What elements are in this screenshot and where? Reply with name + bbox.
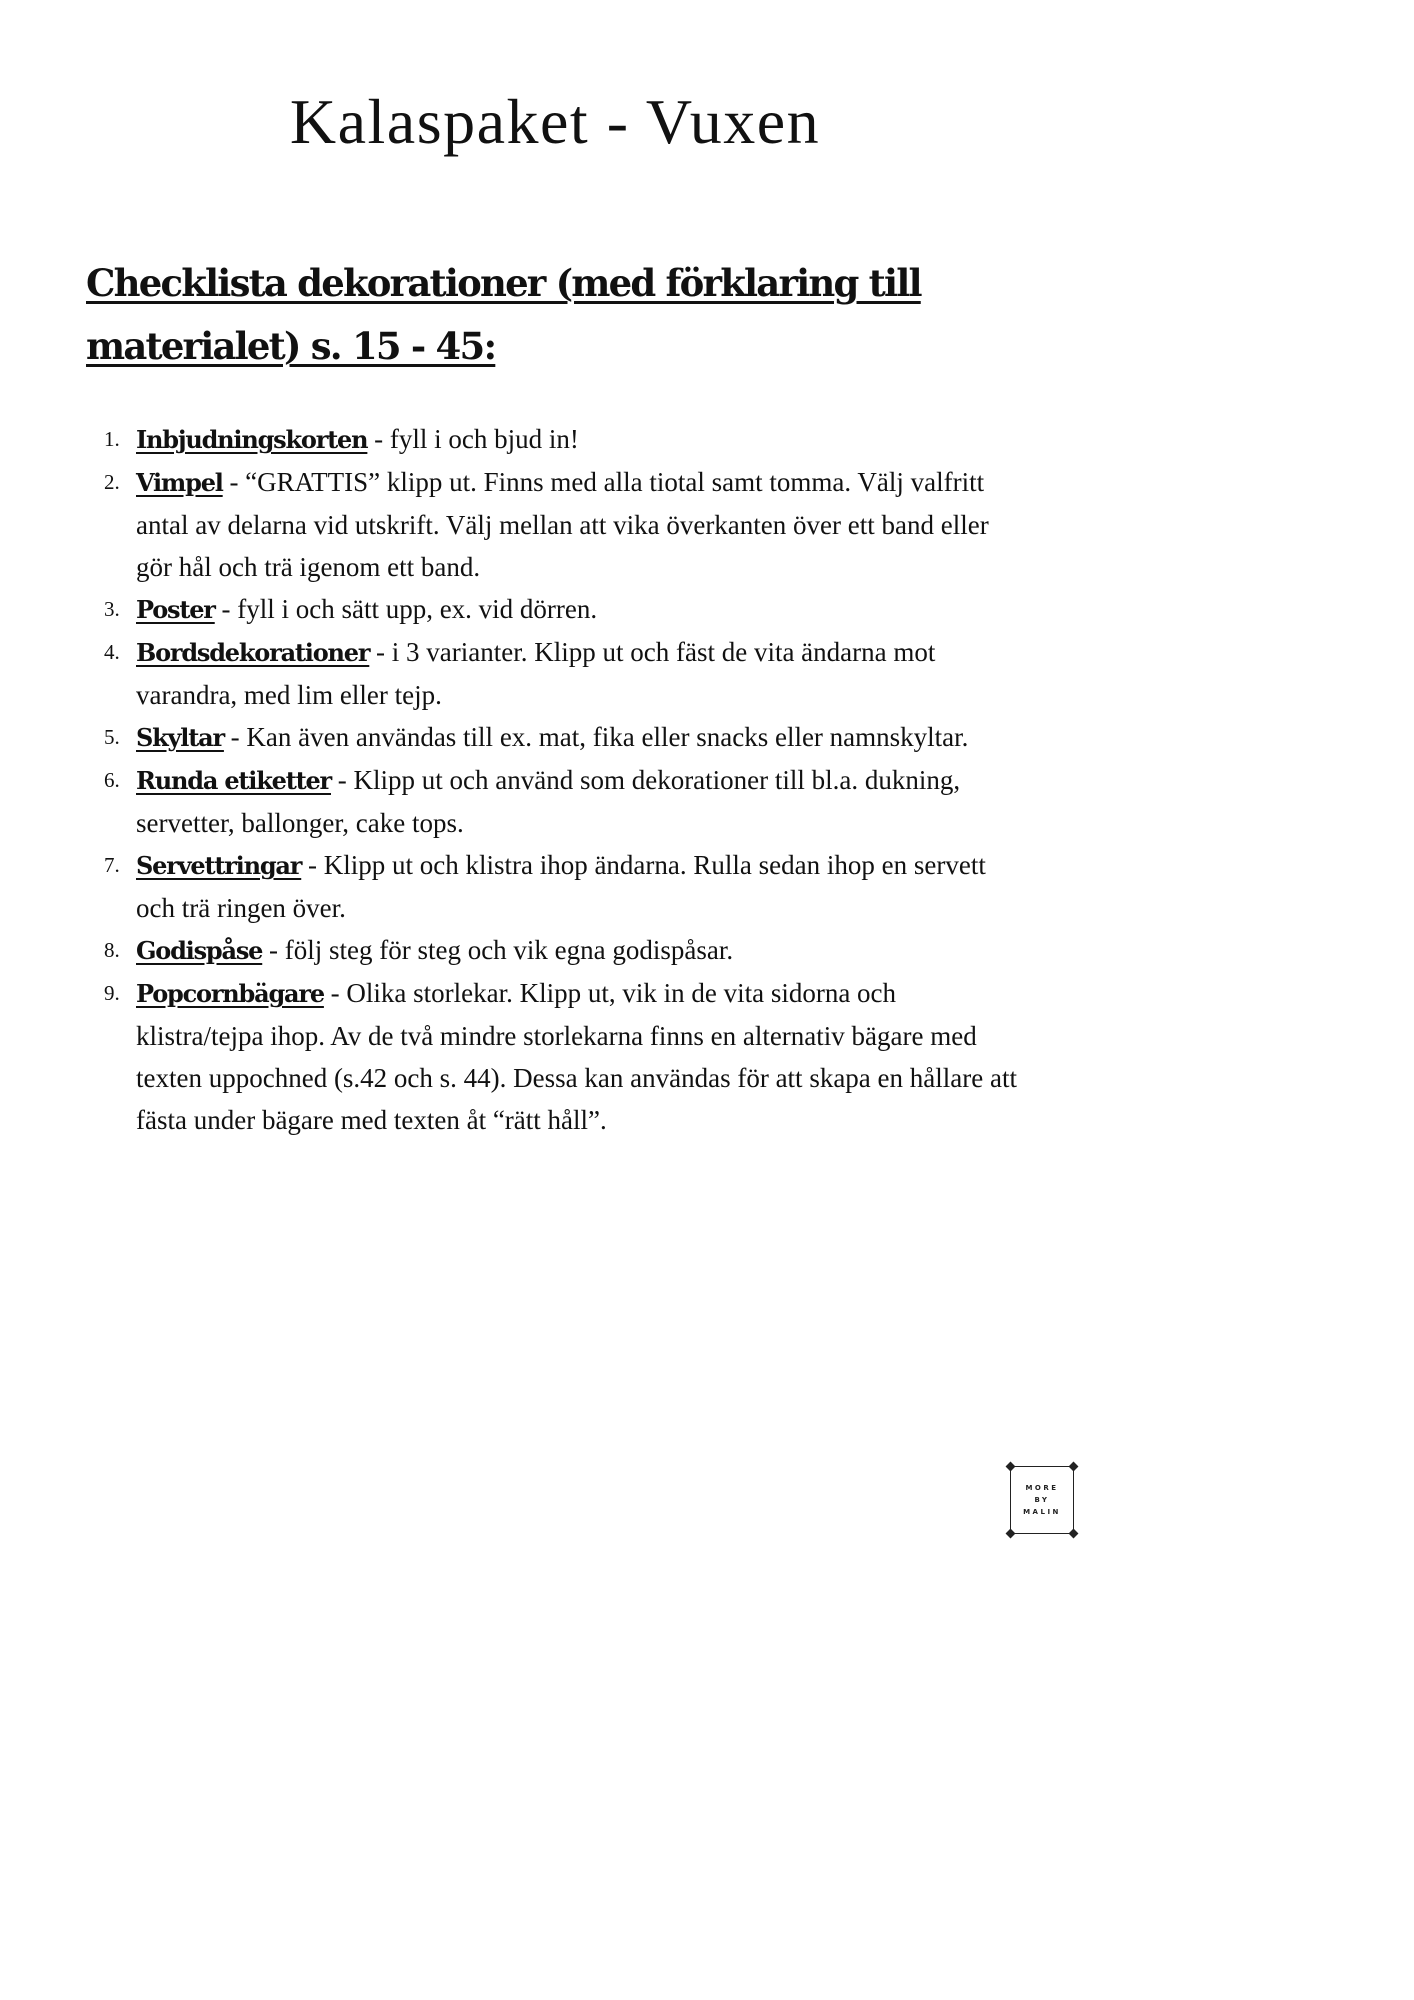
item-term: Servettringar	[136, 851, 302, 880]
item-description: - Klipp ut och använd som dekorationer till bl.a. dukning, servetter, ballonger, cake tops.	[136, 765, 961, 838]
item-term: Skyltar	[136, 723, 224, 752]
item-description: - Klipp ut och klistra ihop ändarna. Rulla sedan ihop en servett och trä ringen över.	[136, 850, 986, 923]
item-number: 5.	[104, 725, 120, 749]
item-description: - fyll i och bjud in!	[367, 424, 579, 454]
logo-line-1: MORE	[1025, 1484, 1059, 1492]
list-item	[104, 972, 1024, 1141]
logo-text	[1006, 1482, 1078, 1518]
item-description: - Kan även användas till ex. mat, fika eller snacks eller namnskyltar.	[223, 722, 969, 752]
item-term: Vimpel	[136, 468, 223, 497]
list-item	[104, 716, 1024, 759]
list-item	[104, 759, 1024, 844]
list-item	[104, 418, 1024, 461]
item-term: Runda etiketter	[136, 766, 331, 795]
item-number: 1.	[104, 427, 120, 451]
item-term: Inbjudningskorten	[136, 425, 368, 454]
item-description: - fyll i och sätt upp, ex. vid dörren.	[214, 594, 598, 624]
list-item	[104, 631, 1024, 716]
item-term: Bordsdekorationer	[136, 638, 370, 667]
item-number: 7.	[104, 853, 120, 877]
item-number: 3.	[104, 597, 120, 621]
item-description: - följ steg för steg och vik egna godispåsar.	[262, 935, 734, 965]
item-number: 8.	[104, 938, 120, 962]
page-title: Kalaspaket - Vuxen	[289, 86, 821, 157]
list-item	[104, 461, 1024, 588]
item-description: - i 3 varianter. Klipp ut och fäst de vita ändarna mot varandra, med lim eller tejp.	[136, 637, 936, 710]
item-number: 4.	[104, 640, 120, 664]
decoration-checklist	[104, 418, 1024, 1141]
section-heading: Checklista dekorationer (med förklaring till materialet) s. 15 - 45:	[86, 261, 921, 368]
list-item	[104, 929, 1024, 972]
item-description: - “GRATTIS” klipp ut. Finns med alla tiotal samt tomma. Välj valfritt antal av delarna vid utskrift. Välj mellan att vika överkanten över ett band eller gör hål och trä igenom ett band.	[136, 467, 989, 582]
list-item	[104, 844, 1024, 929]
item-description: - Olika storlekar. Klipp ut, vik in de vita sidorna och klistra/tejpa ihop. Av de två mindre storlekarna finns en alternativ bägare med texten uppochned (s.42 och s. 44). Dessa kan användas för att skapa en hållare att fästa under bägare med texten åt “rätt håll”.	[136, 978, 1017, 1135]
logo-corner-diamond	[1069, 1529, 1079, 1539]
item-term: Godispåse	[136, 936, 263, 965]
list-item	[104, 588, 1024, 631]
item-number: 2.	[104, 470, 120, 494]
item-term: Poster	[136, 595, 215, 624]
logo-line-3: MALIN	[1023, 1508, 1061, 1516]
brand-logo	[1006, 1462, 1078, 1538]
item-number: 6.	[104, 768, 120, 792]
item-number: 9.	[104, 981, 120, 1005]
item-term: Popcornbägare	[136, 979, 324, 1008]
logo-line-2: BY	[1034, 1496, 1050, 1504]
